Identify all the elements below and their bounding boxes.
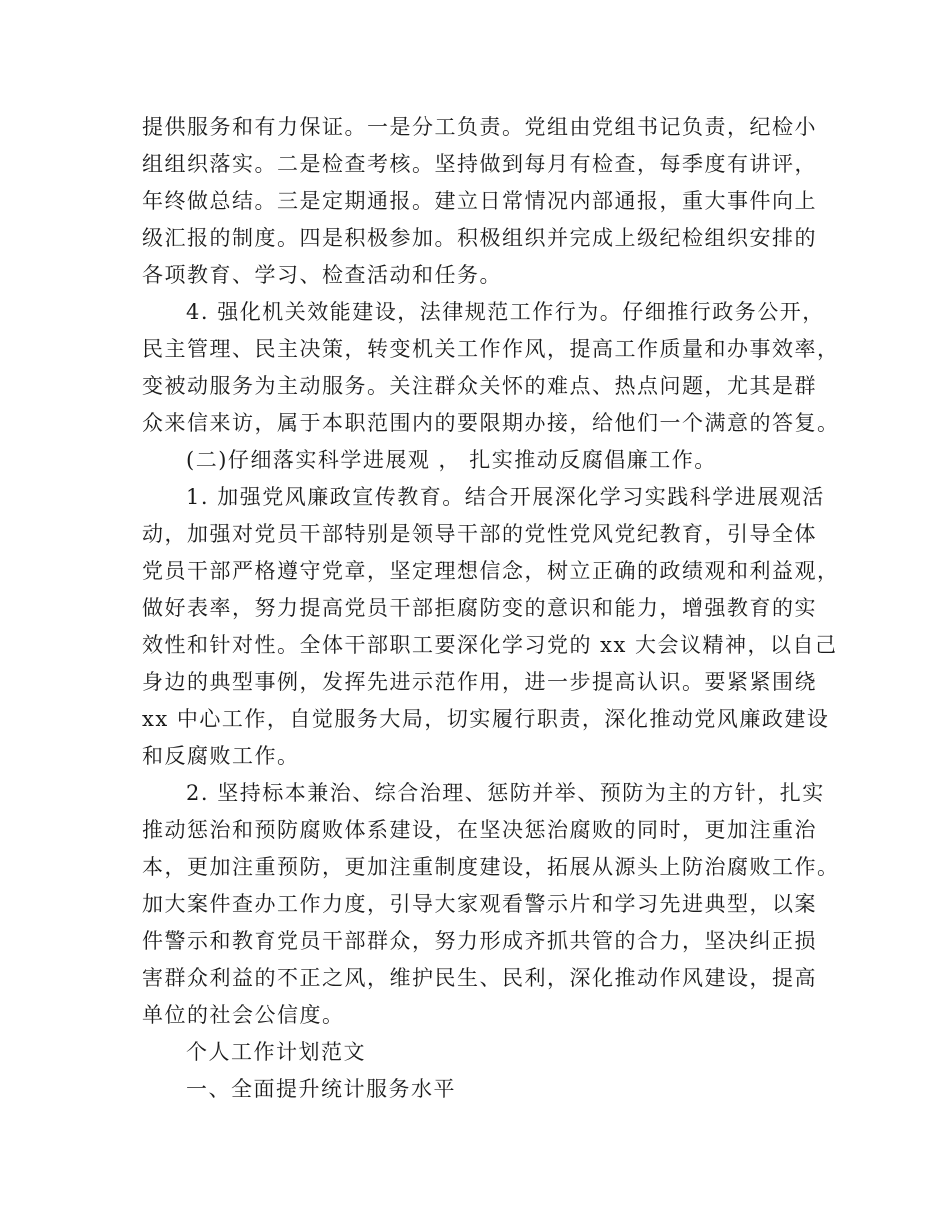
text-line: 4. 强化机关效能建设，法律规范工作行为。仔细推行政务公开， [186,300,825,324]
text-line: 效性和针对性。全体干部职工要深化学习党的 xx 大会议精神，以自己 [142,633,838,657]
text-line: 和反腐败工作。 [142,744,300,768]
text-line: 做好表率，努力提高党员干部拒腐防变的意识和能力，增强教育的实 [142,596,817,620]
text-line: 变被动服务为主动服务。关注群众关怀的难点、热点问题，尤其是群 [142,374,817,398]
text-line: 2. 坚持标本兼治、综合治理、惩防并举、预防为主的方针，扎实 [186,781,825,805]
text-line: xx 中心工作，自觉服务大局，切实履行职责，深化推动党风廉政建设 [142,707,830,731]
section-heading: 一、全面提升统计服务水平 [186,1077,456,1101]
text-line: 级汇报的制度。四是积极参加。积极组织并完成上级纪检组织安排的 [142,226,817,250]
text-line: 单位的社会公信度。 [142,1003,345,1027]
text-line: 件警示和教育党员干部群众，努力形成齐抓共管的合力，坚决纠正损 [142,929,817,953]
text-line: 众来信来访，属于本职范围内的要限期办接，给他们一个满意的答复。 [142,411,840,435]
text-line: 提供服务和有力保证。一是分工负责。党组由党组书记负责，纪检小 [142,115,817,139]
text-line: 身边的典型事例，发挥先进示范作用，进一步提高认识。要紧紧围绕 [142,670,817,694]
section-heading: (二)仔细落实科学进展观 ， 扎实推动反腐倡廉工作。 [186,448,717,472]
text-line: 1. 加强党风廉政宣传教育。结合开展深化学习实践科学进展观活 [186,485,825,509]
section-title: 个人工作计划范文 [186,1040,366,1064]
text-line: 组组织落实。二是检查考核。坚持做到每月有检查，每季度有讲评， [142,152,817,176]
text-line: 推动惩治和预防腐败体系建设，在坚决惩治腐败的同时，更加注重治 [142,818,817,842]
text-line: 民主管理、民主决策，转变机关工作作风，提高工作质量和办事效率， [142,337,840,361]
text-line: 年终做总结。三是定期通报。建立日常情况内部通报，重大事件向上 [142,189,817,213]
text-line: 本，更加注重预防，更加注重制度建设，拓展从源头上防治腐败工作。 [142,855,840,879]
text-line: 加大案件查办工作力度，引导大家观看警示片和学习先进典型，以案 [142,892,817,916]
text-line: 党员干部严格遵守党章，坚定理想信念，树立正确的政绩观和利益观， [142,559,840,583]
text-line: 害群众利益的不正之风，维护民生、民利，深化推动作风建设，提高 [142,966,817,990]
text-line: 各项教育、学习、检查活动和任务。 [142,263,502,287]
text-line: 动，加强对党员干部特别是领导干部的党性党风党纪教育，引导全体 [142,522,817,546]
